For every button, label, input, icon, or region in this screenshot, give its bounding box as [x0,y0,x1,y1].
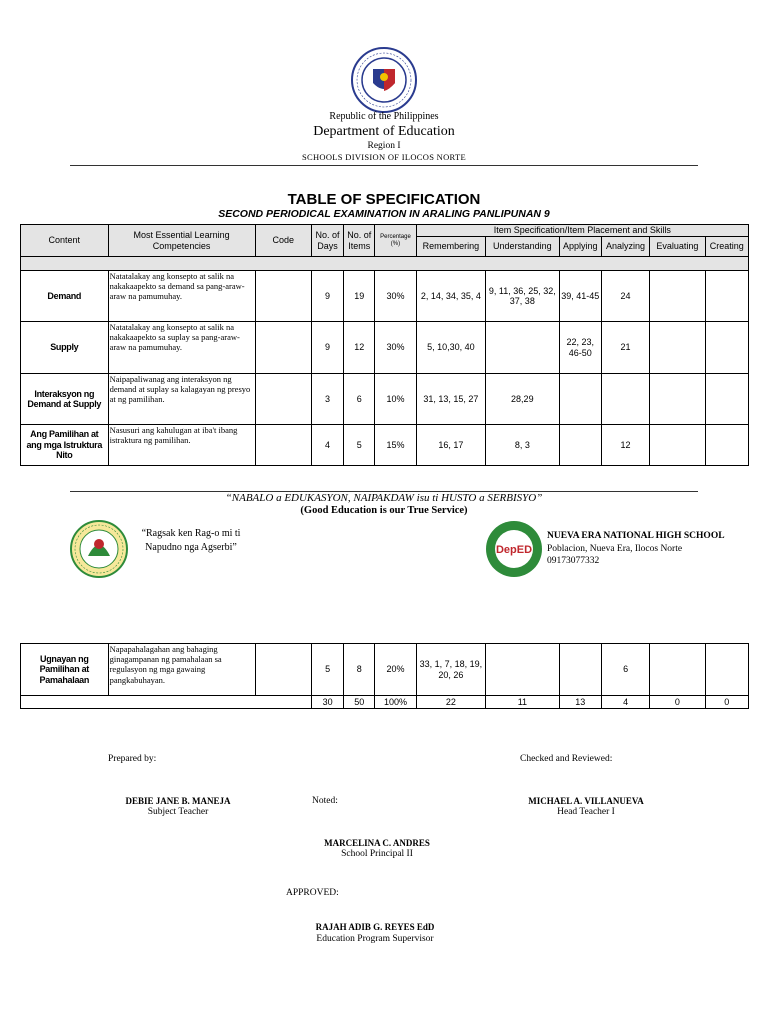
header-days: No. of Days [311,225,343,257]
row-remembering: 2, 14, 34, 35, 4 [416,271,485,322]
row-competency: Natatalakay ang konsepto at salik na nakakaapekto sa suplay sa pang-araw-araw na pamumuhay. [108,322,255,374]
row-days: 9 [311,322,343,374]
checked-reviewed-label: Checked and Reviewed: [520,754,613,764]
row-remembering: 5, 10,30, 40 [416,322,485,374]
row-evaluating [650,271,705,322]
row-applying [559,425,601,466]
division-text: SCHOOLS DIVISION OF ILOCOS NORTE [302,152,466,162]
principal-name: MARCELINA C. ANDRES [324,838,430,848]
row-percent: 30% [375,271,416,322]
header-analyzing: Analyzing [601,237,649,257]
deped-school-logo [485,520,543,578]
row-analyzing: 21 [601,322,649,374]
row-creating [705,425,748,466]
table-row [21,374,749,425]
ilocano-slogan-line1: “Ragsak ken Rag-o mi ti [141,528,241,539]
row-items: 5 [344,425,375,466]
header-competencies: Most Essential Learning Competencies [108,225,255,257]
school-name: NUEVA ERA NATIONAL HIGH SCHOOL [547,531,725,541]
row-evaluating [650,374,705,425]
row-code [255,271,311,322]
row-analyzing: 6 [601,644,649,696]
row-creating [705,322,748,374]
row-content: Ugnayan ng Pamilihan at Pamahalaan [21,644,109,696]
specification-table-continued [20,643,749,709]
header-creating: Creating [705,237,748,257]
row-understanding: 9, 11, 36, 25, 32, 37, 38 [486,271,559,322]
total-analyzing: 4 [601,696,649,709]
row-percent: 30% [375,322,416,374]
row-evaluating [650,322,705,374]
totals-row [21,696,749,709]
table-row [21,271,749,322]
total-percent: 100% [375,696,416,709]
spacer-row [21,257,749,271]
row-applying: 39, 41-45 [559,271,601,322]
row-content: Supply [21,322,109,374]
total-understanding: 11 [486,696,560,709]
total-days: 30 [311,696,343,709]
row-analyzing: 24 [601,271,649,322]
letterhead-divider [70,165,698,166]
table-row [21,322,749,374]
row-applying [559,644,601,696]
total-applying: 13 [559,696,601,709]
row-competency: Nasusuri ang kahulugan at iba't ibang istraktura ng pamilihan. [108,425,255,466]
header-percentage: Percentage (%) [375,225,416,257]
spacer-cell [21,257,749,271]
region-text: Region I [367,141,401,151]
row-applying: 22, 23, 46-50 [559,322,601,374]
teacher-name: DEBIE JANE B. MANEJA [125,796,231,806]
header-understanding: Understanding [486,237,559,257]
approved-label: APPROVED: [286,888,339,898]
row-creating [705,271,748,322]
row-competency: Naipapaliwanag ang interaksyon ng demand at suplay sa kalagayan ng presyo at ng pamilihan. [108,374,255,425]
row-understanding: 8, 3 [486,425,559,466]
supervisor-name: RAJAH ADIB G. REYES EdD [315,922,435,932]
row-percent: 10% [375,374,416,425]
header-evaluating: Evaluating [650,237,705,257]
page-subtitle: SECOND PERIODICAL EXAMINATION IN ARALING PANLIPUNAN 9 [218,208,550,220]
row-competency: Napapahalagahan ang bahaging ginagampanan ng pamahalaan sa regulasyon ng mga gawaing pangkabuhayan. [108,644,255,696]
totals-label-cell [21,696,312,709]
row-days: 5 [311,644,343,696]
total-creating: 0 [705,696,748,709]
row-understanding [486,322,559,374]
row-competency: Natatalakay ang konsepto at salik na nakakaapekto sa demand sa pang-araw-araw na pamumuhay. [108,271,255,322]
header-content: Content [21,225,109,257]
header-item-specification: Item Specification/Item Placement and Skills [416,225,748,237]
head-teacher-title: Head Teacher I [557,807,615,817]
department-text: Department of Education [313,124,455,139]
republic-text: Republic of the Philippines [329,111,439,122]
row-items: 19 [344,271,375,322]
deped-seal-logo [351,47,417,113]
total-remembering: 22 [416,696,485,709]
row-applying [559,374,601,425]
deped-logo-text: DepED [495,544,533,556]
total-items: 50 [344,696,375,709]
row-code [255,644,311,696]
row-understanding [486,644,560,696]
head-teacher-name: MICHAEL A. VILLANUEVA [528,796,644,806]
motto-english: (Good Education is our True Service) [300,505,468,516]
row-percent: 15% [375,425,416,466]
row-content: Demand [21,271,109,322]
row-items: 8 [344,644,375,696]
header-code: Code [255,225,311,257]
row-analyzing [601,374,649,425]
row-analyzing: 12 [601,425,649,466]
row-remembering: 16, 17 [416,425,485,466]
specification-table [20,224,749,466]
row-evaluating [650,425,705,466]
header-applying: Applying [559,237,601,257]
row-code [255,425,311,466]
row-days: 4 [311,425,343,466]
ilocano-slogan-line2: Napudno nga Agserbi” [145,542,237,553]
row-creating [705,644,748,696]
total-evaluating: 0 [650,696,705,709]
table-row [21,425,749,466]
principal-title: School Principal II [341,849,413,859]
school-division-seal-logo [70,520,128,578]
row-remembering: 31, 13, 15, 27 [416,374,485,425]
teacher-title: Subject Teacher [147,807,209,817]
row-items: 12 [344,322,375,374]
noted-label: Noted: [312,796,338,806]
header-remembering: Remembering [416,237,485,257]
row-code [255,374,311,425]
row-evaluating [650,644,705,696]
row-content: Ang Pamilihan at ang mga Istruktura Nito [21,425,109,466]
school-phone: 09173077332 [547,556,600,566]
row-days: 9 [311,271,343,322]
header-items: No. of Items [344,225,375,257]
row-understanding: 28,29 [486,374,559,425]
page-title: TABLE OF SPECIFICATION [287,191,481,208]
row-remembering: 33, 1, 7, 18, 19, 20, 26 [416,644,485,696]
row-creating [705,374,748,425]
table-row [21,644,749,696]
row-items: 6 [344,374,375,425]
row-content: Interaksyon ng Demand at Supply [21,374,109,425]
row-percent: 20% [375,644,416,696]
motto-text: “NABALO a EDUKASYON, NAIPAKDAW isu ti HUSTO a SERBISYO” [225,492,543,504]
supervisor-title: Education Program Supervisor [316,934,434,944]
row-days: 3 [311,374,343,425]
prepared-by-label: Prepared by: [108,754,157,764]
school-address: Poblacion, Nueva Era, Ilocos Norte [547,544,683,554]
row-code [255,322,311,374]
